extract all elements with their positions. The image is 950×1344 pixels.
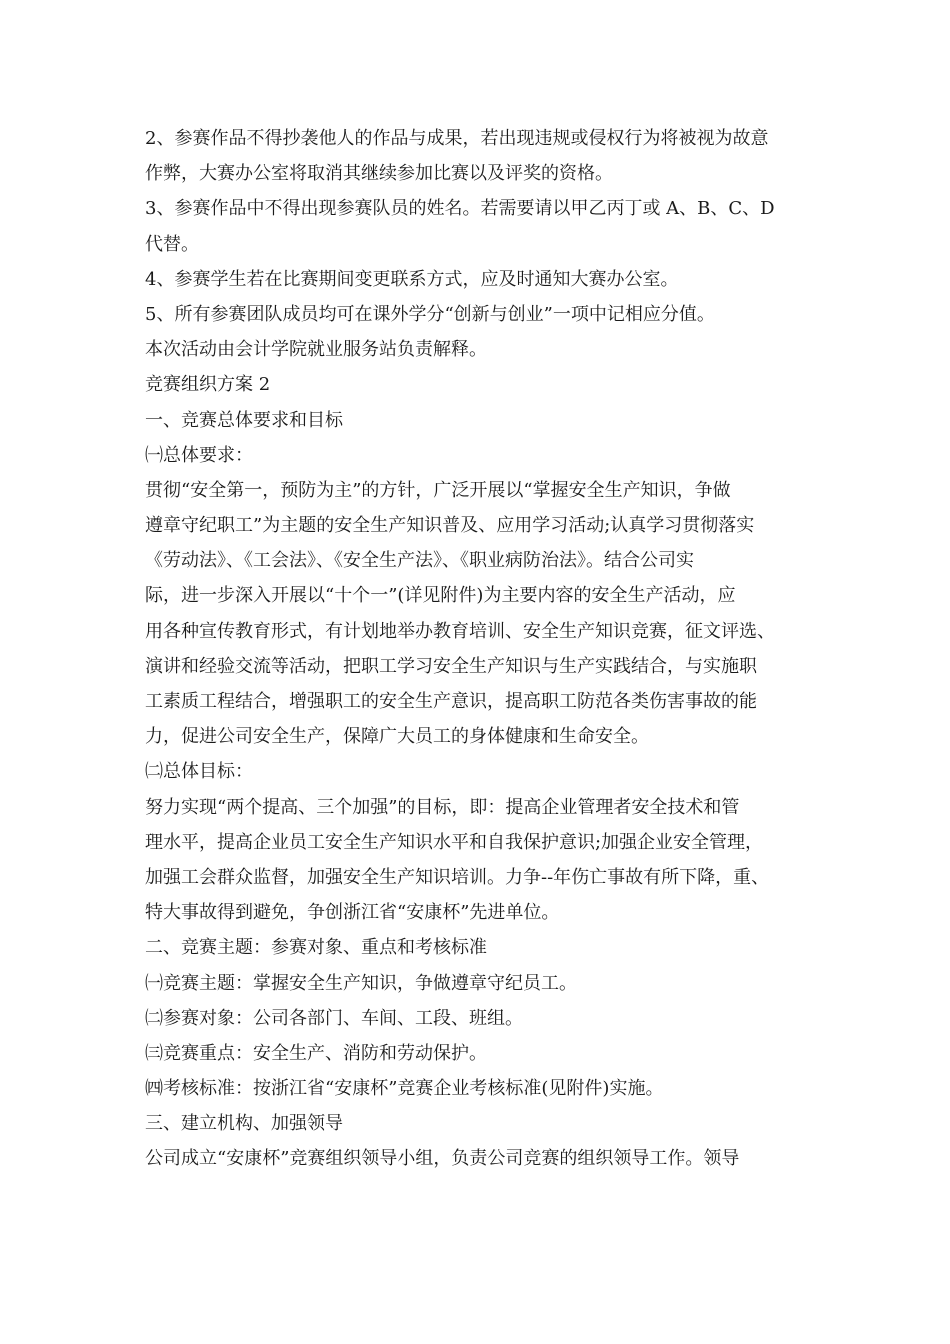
list-item: ㈡参赛对象：公司各部门、车间、工段、班组。 — [145, 1007, 523, 1029]
paragraph-line: 《劳动法》、《工会法》、《安全生产法》、《职业病防治法》。结合公司实 — [145, 550, 694, 572]
paragraph-line: 代替。 — [145, 233, 199, 255]
paragraph-line: 2、参赛作品不得抄袭他人的作品与成果，若出现违规或侵权行为将被视为故意 — [145, 128, 769, 149]
section-heading: 三、建立机构、加强领导 — [145, 1113, 343, 1135]
section-heading: 二、竞赛主题：参赛对象、重点和考核标准 — [145, 937, 487, 959]
paragraph-line: 特大事故得到避免，争创浙江省“安康杯”先进单位。 — [145, 902, 560, 924]
list-item: ㈠竞赛主题：掌握安全生产知识，争做遵章守纪员工。 — [145, 972, 577, 994]
paragraph-line: 努力实现“两个提高、三个加强”的目标，即：提高企业管理者安全技术和管 — [145, 796, 740, 818]
paragraph-line: 加强工会群众监督，加强安全生产知识培训。力争--年伤亡事故有所下降，重、 — [145, 866, 770, 888]
paragraph-line: 用各种宣传教育形式，有计划地举办教育培训、安全生产知识竞赛，征文评选、 — [145, 620, 775, 642]
paragraph-line: 际，进一步深入开展以“十个一”(详见附件)为主要内容的安全生产活动，应 — [145, 585, 736, 607]
list-item: ㈢竞赛重点：安全生产、消防和劳动保护。 — [145, 1042, 487, 1064]
subsection-heading: ㈠总体要求： — [145, 444, 253, 466]
paragraph-line: 力，促进公司安全生产，保障广大员工的身体健康和生命安全。 — [145, 726, 649, 748]
section-title: 竞赛组织方案 2 — [145, 374, 271, 396]
paragraph-line: 3、参赛作品中不得出现参赛队员的姓名。若需要请以甲乙丙丁或 A、B、C、D — [145, 198, 775, 220]
paragraph-line: 5、所有参赛团队成员均可在课外学分“创新与创业”一项中记相应分值。 — [145, 303, 715, 325]
list-item: ㈣考核标准：按浙江省“安康杯”竞赛企业考核标准(见附件)实施。 — [145, 1078, 664, 1100]
paragraph-line: 遵章守纪职工”为主题的安全生产知识普及、应用学习活动;认真学习贯彻落实 — [145, 515, 755, 537]
document-body — [145, 121, 825, 1177]
paragraph-line: 理水平，提高企业员工安全生产知识水平和自我保护意识;加强企业安全管理， — [145, 831, 764, 853]
paragraph-line: 演讲和经验交流等活动，把职工学习安全生产知识与生产实践结合，与实施职 — [145, 655, 757, 677]
subsection-heading: ㈡总体目标： — [145, 761, 253, 783]
paragraph-line: 公司成立“安康杯”竞赛组织领导小组，负责公司竞赛的组织领导工作。领导 — [145, 1148, 740, 1170]
paragraph-line: 本次活动由会计学院就业服务站负责解释。 — [145, 339, 487, 361]
paragraph-line: 作弊，大赛办公室将取消其继续参加比赛以及评奖的资格。 — [145, 163, 613, 185]
paragraph-line: 贯彻“安全第一，预防为主”的方针，广泛开展以“掌握安全生产知识，争做 — [145, 479, 731, 501]
section-heading: 一、竞赛总体要求和目标 — [145, 409, 343, 431]
paragraph-line: 工素质工程结合，增强职工的安全生产意识，提高职工防范各类伤害事故的能 — [145, 691, 757, 712]
paragraph-line: 4、参赛学生若在比赛期间变更联系方式，应及时通知大赛办公室。 — [145, 268, 679, 290]
